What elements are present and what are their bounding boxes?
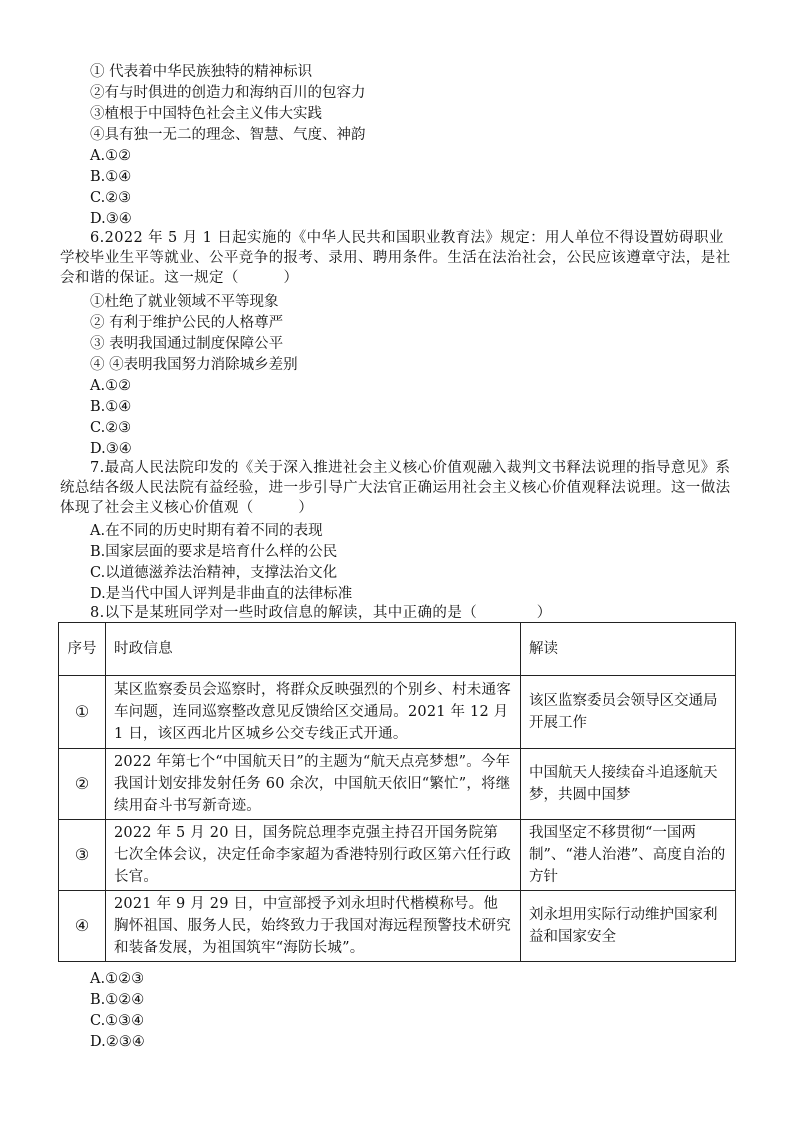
row-no: ④ — [59, 891, 106, 962]
row-no: ② — [59, 749, 106, 820]
q7-option-c: C.以道德滋养法治精神，支撑法治文化 — [90, 565, 338, 581]
q6-statement-1: ①杜绝了就业领域不平等现象 — [90, 294, 279, 310]
row-no: ③ — [59, 820, 106, 891]
header-info: 时政信息 — [106, 623, 521, 676]
q5-option-c: C.②③ — [90, 190, 132, 206]
header-reading: 解读 — [521, 623, 736, 676]
table-row — [59, 891, 736, 962]
q5-option-d: D.③④ — [90, 211, 132, 227]
q5-option-a: A.①② — [90, 148, 132, 164]
table-header-row — [59, 623, 736, 676]
q8-option-c: C.①③④ — [90, 1013, 145, 1029]
row-reading: 中国航天人接续奋斗追逐航天梦，共圆中国梦 — [521, 749, 736, 820]
q6-option-b: B.①④ — [90, 399, 132, 415]
table-row — [59, 676, 736, 749]
q5-statement-4: ④具有独一无二的理念、智慧、气度、神韵 — [90, 127, 366, 143]
q6-stem: 6.2022 年 5 月 1 日起实施的《中华人民共和国职业教育法》规定：用人单位不得设置妨碍职业学校毕业生平等就业、公平竞争的报考、录用、聘用条件。生活在法治社会，公民应该遵章守法，是社会和谐的保证。这一规定（ ） — [60, 230, 731, 286]
q5-statement-1: ① 代表着中华民族独特的精神标识 — [90, 64, 313, 80]
q8-option-a: A.①②③ — [90, 971, 145, 987]
row-info: 2022 年第七个“中国航天日”的主题为“航天点亮梦想”。今年我国计划安排发射任务 60 余次，中国航天依旧“繁忙”，将继续用奋斗书写新奇迹。 — [106, 749, 521, 820]
row-info: 某区监察委员会巡察时，将群众反映强烈的个别乡、村未通客车问题，连同巡察整改意见反馈给区交通局。2021 年 12 月 1 日，该区西北片区城乡公交专线正式开通。 — [106, 676, 521, 749]
q6-statement-4: ④ ④表明我国努力消除城乡差别 — [90, 357, 298, 373]
row-info: 2021 年 9 月 29 日，中宣部授予刘永坦时代楷模称号。他胸怀祖国、服务人民，始终致力于我国对海远程预警技术研究和装备发展，为祖国筑牢“海防长城”。 — [106, 891, 521, 962]
table-row — [59, 820, 736, 891]
q7-stem: 7.最高人民法院印发的《关于深入推进社会主义核心价值观融入裁判文书释法说理的指导意见》系统总结各级人民法院有益经验，进一步引导广大法官正确运用社会主义核心价值观释法说理。这一做法体现了社会主义核心价值观（ ） — [60, 460, 731, 516]
q8-option-b: B.①②④ — [90, 992, 145, 1008]
row-reading: 我国坚定不移贯彻“一国两制”、“港人治港”、高度自治的方针 — [521, 820, 736, 891]
q6-option-d: D.③④ — [90, 441, 132, 457]
q6-statement-2: ② 有利于维护公民的人格尊严 — [90, 315, 284, 331]
q5-option-b: B.①④ — [90, 169, 132, 185]
q5-statement-3: ③植根于中国特色社会主义伟大实践 — [90, 106, 322, 122]
q8-table — [58, 622, 736, 962]
q6-statement-3: ③ 表明我国通过制度保障公平 — [90, 336, 284, 352]
q7-option-d: D.是当代中国人评判是非曲直的法律标准 — [90, 586, 353, 602]
q7-option-a: A.在不同的历史时期有着不同的表现 — [90, 523, 323, 539]
row-reading: 刘永坦用实际行动维护国家利益和国家安全 — [521, 891, 736, 962]
q5-statement-2: ②有与时俱进的创造力和海纳百川的包容力 — [90, 85, 366, 101]
row-info: 2022 年 5 月 20 日，国务院总理李克强主持召开国务院第七次全体会议，决定任命李家超为香港特别行政区第六任行政长官。 — [106, 820, 521, 891]
table-row — [59, 749, 736, 820]
row-reading: 该区监察委员会领导区交通局开展工作 — [521, 676, 736, 749]
header-no: 序号 — [59, 623, 106, 676]
q6-option-a: A.①② — [90, 378, 132, 394]
q6-option-c: C.②③ — [90, 420, 132, 436]
q7-option-b: B.国家层面的要求是培育什么样的公民 — [90, 544, 338, 560]
q8-stem: 8.以下是某班同学对一些时政信息的解读，其中正确的是（ ） — [90, 605, 552, 621]
row-no: ① — [59, 676, 106, 749]
q8-option-d: D.②③④ — [90, 1034, 145, 1050]
